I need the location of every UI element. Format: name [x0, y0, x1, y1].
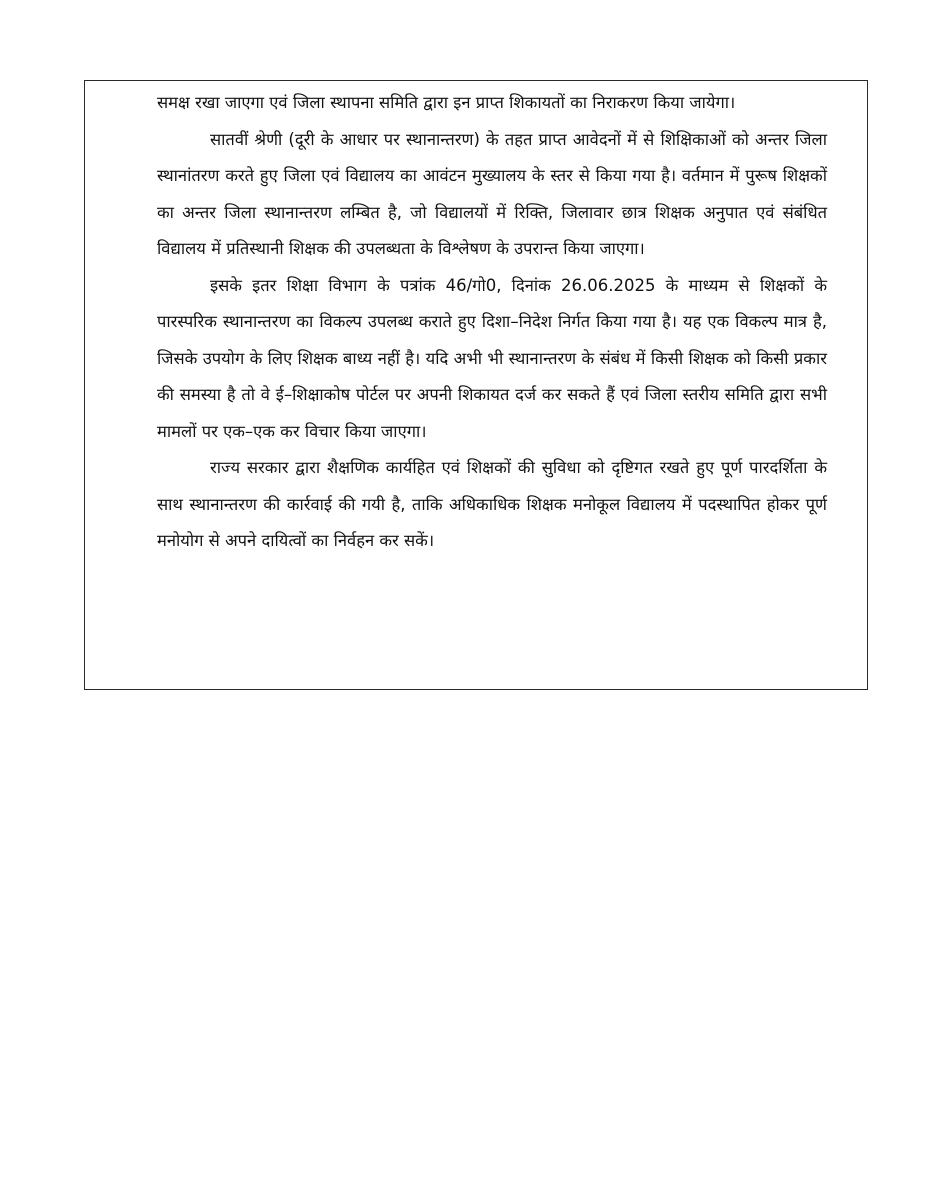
paragraph-mutual-transfer: इसके इतर शिक्षा विभाग के पत्रांक 46/गो0, दिनांक 26.06.2025 के माध्यम से शिक्षकों के पारस्परिक स्थानान्तरण का विकल्प उपलब्ध कराते हुए दिशा–निदेश निर्गत किया गया है। यह एक विकल्प मात्र है, जिसके उपयोग के लिए शिक्षक बाध्य नहीं है। यदि अभी भी स्थानान्तरण के संबंध में किसी शिक्षक को किसी प्रकार की समस्या है तो वे ई–शिक्षाकोष पोर्टल पर अपनी शिकायत दर्ज कर सकते हैं एवं जिला स्तरीय समिति द्वारा सभी मामलों पर एक–एक कर विचार किया जाएगा।	[157, 275, 827, 441]
paragraph-continuation: समक्ष रखा जाएगा एवं जिला स्थापना समिति द्वारा इन प्राप्त शिकायतों का निराकरण किया जायेगा।	[157, 93, 736, 112]
document-body	[157, 85, 827, 560]
paragraph-seventh-category: सातवीं श्रेणी (दूरी के आधार पर स्थानान्तरण) के तहत प्राप्त आवेदनों में से शिक्षिकाओं को अन्तर जिला स्थानांतरण करते हुए जिला एवं विद्यालय का आवंटन मुख्यालय के स्तर से किया गया है। वर्तमान में पुरूष शिक्षकों का अन्तर जिला स्थानान्तरण लम्बित है, जो विद्यालयों में रिक्ति, जिलावार छात्र शिक्षक अनुपात एवं संबंधित विद्यालय में प्रतिस्थानी शिक्षक की उपलब्धता के विश्लेषण के उपरान्त किया जाएगा।	[157, 129, 827, 258]
document-frame	[84, 80, 868, 690]
paragraph-transparency: राज्य सरकार द्वारा शैक्षणिक कार्यहित एवं शिक्षकों की सुविधा को दृष्टिगत रखते हुए पूर्ण पारदर्शिता के साथ स्थानान्तरण की कार्रवाई की गयी है, ताकि अधिकाधिक शिक्षक मनोकूल विद्यालय में पदस्थापित होकर पूर्ण मनोयोग से अपने दायित्वों का निर्वहन कर सकें।	[157, 458, 827, 550]
